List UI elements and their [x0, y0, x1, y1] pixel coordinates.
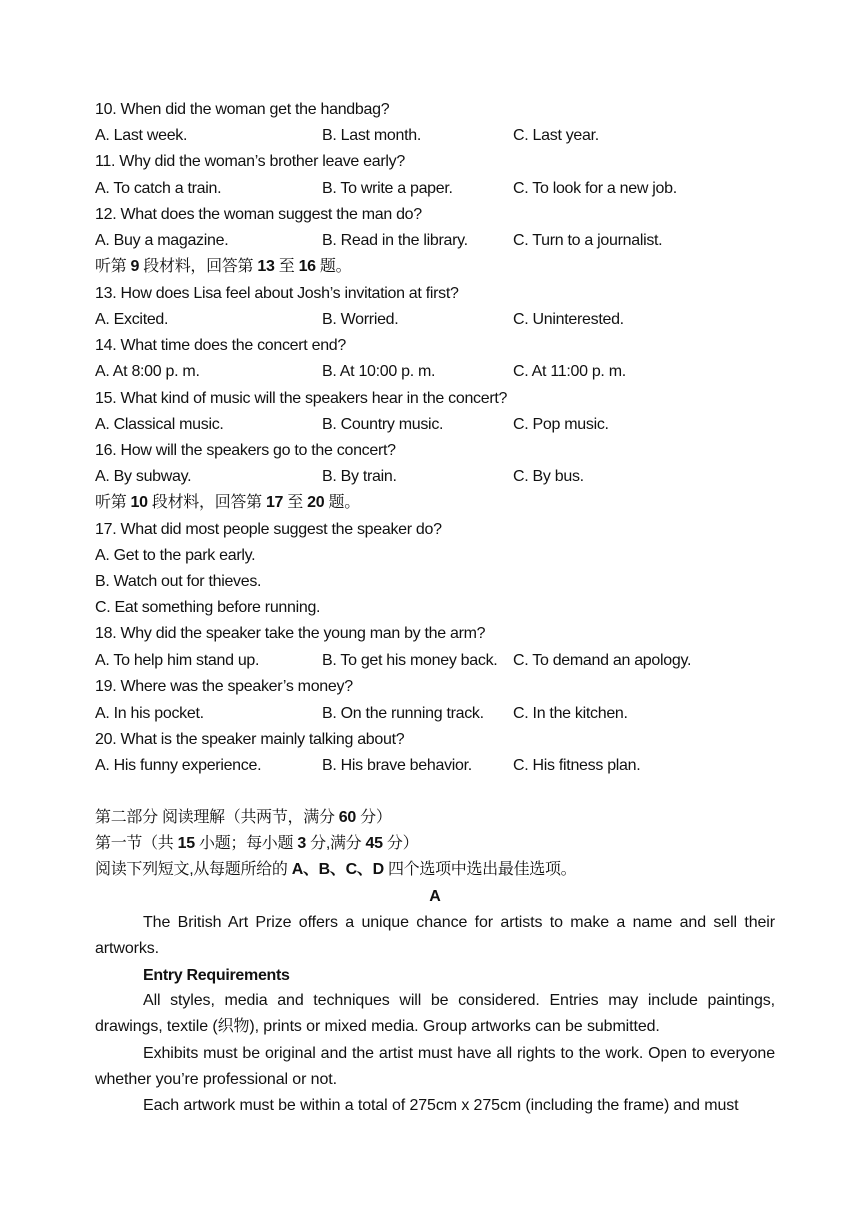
section-1-heading — [95, 834, 418, 854]
option-19-a: A. In his pocket. — [95, 705, 204, 722]
question-19: 19. Where was the speaker’s money? — [95, 678, 353, 695]
instr-text: 阅读下列短文,从每题所给的 — [95, 861, 292, 878]
option-10-a: A. Last week. — [95, 127, 188, 144]
option-11-a: A. To catch a train. — [95, 180, 222, 197]
heading-number: 60 — [338, 809, 356, 826]
option-19-b: B. On the running track. — [322, 705, 484, 722]
instr-number: 10 — [130, 494, 148, 511]
option-16-c: C. By bus. — [513, 468, 584, 485]
instr-number: 16 — [298, 258, 316, 275]
instr-text: 听第 — [95, 494, 131, 511]
heading-number: 15 — [177, 835, 195, 852]
option-12-c: C. Turn to a journalist. — [513, 232, 663, 249]
instr-text: 段材料，回答第 — [139, 258, 258, 275]
option-20-c: C. His fitness plan. — [513, 757, 641, 774]
option-14-c: C. At 11:00 p. m. — [513, 363, 626, 380]
instr-number: 20 — [307, 494, 325, 511]
instr-number: 9 — [130, 258, 140, 275]
entry-requirements-heading: Entry Requirements — [143, 967, 290, 984]
option-20-a: A. His funny experience. — [95, 757, 262, 774]
option-18-a: A. To help him stand up. — [95, 652, 260, 669]
heading-number: 45 — [365, 835, 383, 852]
passage-paragraph-2: All styles, media and techniques will be considered. Entries may include paintings, drawings, textile (织物), prints or mixed media. Group artworks can be submitted. — [95, 992, 775, 1035]
option-20-b: B. His brave behavior. — [322, 757, 472, 774]
instr-number: 17 — [265, 494, 284, 511]
question-10: 10. When did the woman get the handbag? — [95, 101, 390, 118]
heading-text: 分） — [356, 809, 392, 826]
instr-text: 段材料，回答第 — [147, 494, 266, 511]
question-18: 18. Why did the speaker take the young man by the arm? — [95, 625, 486, 642]
section-9-instruction — [95, 257, 351, 277]
instr-number: 13 — [257, 258, 275, 275]
instr-text: 题。 — [324, 494, 360, 511]
instr-text: 听第 — [95, 258, 131, 275]
passage-paragraph-4: Each artwork must be within a total of 275cm x 275cm (including the frame) and must — [143, 1097, 739, 1114]
option-16-a: A. By subway. — [95, 468, 192, 485]
option-17-b: B. Watch out for thieves. — [95, 573, 262, 590]
instr-text: 题。 — [315, 258, 352, 275]
heading-text: 第一节（共 — [95, 835, 178, 852]
option-17-c: C. Eat something before running. — [95, 599, 321, 616]
option-13-a: A. Excited. — [95, 311, 169, 328]
option-13-b: B. Worried. — [322, 311, 399, 328]
passage-paragraph-3: Exhibits must be original and the artist must have all rights to the work. Open to everyone whether you’re professional or not. — [95, 1045, 775, 1088]
option-11-c: C. To look for a new job. — [513, 180, 677, 197]
heading-number: 3 — [297, 835, 306, 852]
question-13: 13. How does Lisa feel about Josh’s invitation at first? — [95, 285, 459, 302]
option-19-c: C. In the kitchen. — [513, 705, 628, 722]
option-18-b: B. To get his money back. — [322, 652, 498, 669]
instr-text: 至 — [283, 494, 308, 511]
option-14-b: B. At 10:00 p. m. — [322, 363, 436, 380]
heading-text: 分,满分 — [305, 835, 366, 852]
option-10-b: B. Last month. — [322, 127, 421, 144]
question-16: 16. How will the speakers go to the concert? — [95, 442, 396, 459]
question-12: 12. What does the woman suggest the man do? — [95, 206, 422, 223]
option-11-b: B. To write a paper. — [322, 180, 453, 197]
option-18-c: C. To demand an apology. — [513, 652, 692, 669]
heading-text: 分） — [382, 835, 419, 852]
option-12-b: B. Read in the library. — [322, 232, 468, 249]
question-15: 15. What kind of music will the speakers hear in the concert? — [95, 390, 508, 407]
passage-paragraph-1: The British Art Prize offers a unique chance for artists to make a name and sell their artworks. — [95, 914, 775, 957]
part-2-heading — [95, 808, 392, 828]
section-10-instruction — [95, 493, 360, 513]
option-10-c: C. Last year. — [513, 127, 599, 144]
question-11: 11. Why did the woman’s brother leave early? — [95, 153, 405, 170]
heading-text: 小题；每小题 — [194, 835, 298, 852]
option-14-a: A. At 8:00 p. m. — [95, 363, 200, 380]
option-13-c: C. Uninterested. — [513, 311, 624, 328]
instr-text: 至 — [274, 258, 299, 275]
option-17-a: A. Get to the park early. — [95, 547, 256, 564]
instr-options: A、B、C、D — [291, 861, 384, 878]
question-14: 14. What time does the concert end? — [95, 337, 346, 354]
reading-instruction — [95, 860, 576, 880]
passage-letter: A — [429, 888, 441, 905]
option-12-a: A. Buy a magazine. — [95, 232, 229, 249]
instr-text: 四个选项中选出最佳选项。 — [383, 861, 577, 878]
question-17: 17. What did most people suggest the speaker do? — [95, 521, 442, 538]
question-20: 20. What is the speaker mainly talking about? — [95, 731, 405, 748]
option-15-b: B. Country music. — [322, 416, 444, 433]
option-16-b: B. By train. — [322, 468, 397, 485]
heading-text: 第二部分 阅读理解（共两节，满分 — [95, 809, 339, 826]
option-15-a: A. Classical music. — [95, 416, 224, 433]
option-15-c: C. Pop music. — [513, 416, 609, 433]
